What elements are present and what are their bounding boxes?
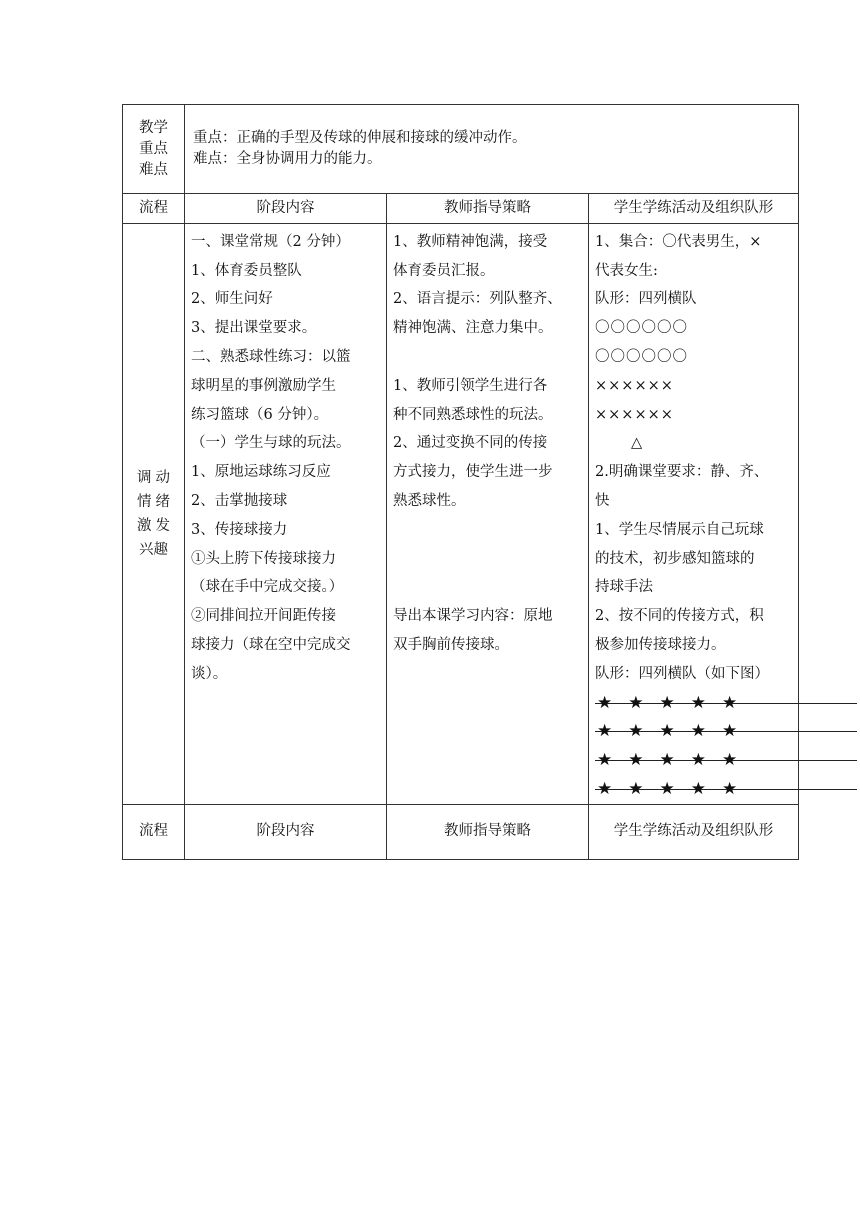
star-mark: ★ bbox=[722, 692, 738, 713]
teacher-line: 2、通过变换不同的传接 bbox=[393, 435, 548, 452]
star-mark: ★ bbox=[597, 721, 613, 742]
teacher-position-mark: △ bbox=[631, 435, 643, 452]
student-line: 1、集合：〇代表男生，× bbox=[595, 233, 762, 250]
star-mark: ★ bbox=[628, 750, 644, 771]
student-line: 极参加传接球接力。 bbox=[595, 636, 726, 653]
star-mark: ★ bbox=[597, 750, 613, 771]
content-line: 2、师生问好 bbox=[191, 291, 273, 308]
content-line: ②同排间拉开间距传接 bbox=[191, 608, 336, 625]
footer-teacher-strategy: 教师指导策略 bbox=[387, 804, 589, 859]
key-points-label bbox=[123, 105, 185, 194]
star-mark: ★ bbox=[659, 778, 675, 799]
student-line: 2.明确课堂要求：静、齐、 bbox=[595, 464, 769, 481]
teacher-line: 方式接力，使学生进一步 bbox=[393, 464, 553, 481]
content-line: 球接力（球在空中完成交 bbox=[191, 636, 351, 653]
content-line: 3、提出课堂要求。 bbox=[191, 320, 317, 337]
stage-label-char: 兴趣 bbox=[139, 541, 168, 558]
teacher-line: 熟悉球性。 bbox=[393, 492, 466, 509]
star-row bbox=[595, 775, 792, 804]
content-line: 3、传接球接力 bbox=[191, 521, 288, 538]
teacher-line: 种不同熟悉球性的玩法。 bbox=[393, 406, 553, 423]
star-row bbox=[595, 717, 792, 746]
key-label-line: 难点 bbox=[139, 161, 168, 178]
header-process: 流程 bbox=[123, 194, 185, 224]
star-mark: ★ bbox=[659, 721, 675, 742]
teacher-line bbox=[393, 573, 582, 602]
content-line: 1、体育委员整队 bbox=[191, 262, 302, 279]
stage-label-char: 发 bbox=[155, 517, 170, 534]
student-line: 代表女生: bbox=[595, 262, 658, 279]
star-mark: ★ bbox=[722, 750, 738, 771]
stage-label-char: 激 bbox=[137, 517, 152, 534]
stage-label-char: 动 bbox=[155, 469, 170, 486]
student-line: 队形：四列横队 bbox=[595, 291, 697, 308]
teacher-line bbox=[393, 545, 582, 574]
teacher-line bbox=[393, 516, 582, 545]
key-label-line: 重点 bbox=[139, 140, 168, 157]
content-line: 球明星的事例激励学生 bbox=[191, 377, 336, 394]
stage-label-char: 情 bbox=[137, 493, 152, 510]
star-mark: ★ bbox=[722, 778, 738, 799]
content-line: 一、课堂常规（2 分钟） bbox=[191, 233, 350, 250]
content-line: （一）学生与球的玩法。 bbox=[191, 435, 351, 452]
student-line: 持球手法 bbox=[595, 579, 653, 596]
teacher-line bbox=[393, 343, 582, 372]
teacher-line: 1、教师精神饱满，接受 bbox=[393, 233, 548, 250]
footer-header-row bbox=[123, 804, 799, 859]
footer-process: 流程 bbox=[123, 804, 185, 859]
star-mark: ★ bbox=[690, 692, 706, 713]
star-mark: ★ bbox=[597, 692, 613, 713]
star-mark: ★ bbox=[628, 721, 644, 742]
stage-label-char: 调 bbox=[137, 469, 152, 486]
header-teacher-strategy: 教师指导策略 bbox=[387, 194, 589, 224]
difficulty-text: 难点：全身协调用力的能力。 bbox=[193, 151, 382, 167]
formation-boys-row: 〇〇〇〇〇〇 bbox=[595, 320, 688, 337]
content-line: 1、原地运球练习反应 bbox=[191, 464, 331, 481]
key-label-line: 教学 bbox=[139, 119, 168, 136]
star-mark: ★ bbox=[690, 750, 706, 771]
teacher-line: 体育委员汇报。 bbox=[393, 262, 495, 279]
formation-boys-row: 〇〇〇〇〇〇 bbox=[595, 348, 688, 365]
star-row bbox=[595, 689, 792, 718]
student-line: 2、按不同的传接方式，积 bbox=[595, 608, 764, 625]
star-mark: ★ bbox=[659, 750, 675, 771]
footer-student-activity: 学生学练活动及组织队形 bbox=[589, 804, 799, 859]
teacher-line: 1、教师引领学生进行各 bbox=[393, 377, 548, 394]
teacher-line: 2、语言提示：列队整齐、 bbox=[393, 291, 562, 308]
star-row bbox=[595, 746, 792, 775]
content-line: 二、熟悉球性练习：以篮 bbox=[191, 348, 351, 365]
student-line: 队形：四列横队（如下图） bbox=[595, 665, 769, 682]
star-mark: ★ bbox=[628, 778, 644, 799]
teacher-line: 精神饱满、注意力集中。 bbox=[393, 320, 553, 337]
stage-row bbox=[123, 223, 799, 804]
stage-content bbox=[185, 223, 387, 804]
star-mark: ★ bbox=[722, 721, 738, 742]
header-student-activity: 学生学练活动及组织队形 bbox=[589, 194, 799, 224]
student-line: 1、学生尽情展示自己玩球 bbox=[595, 521, 764, 538]
content-line: （球在手中完成交接。） bbox=[191, 579, 344, 596]
key-points-row bbox=[123, 105, 799, 194]
stage-label bbox=[123, 223, 185, 804]
footer-stage-content: 阶段内容 bbox=[185, 804, 387, 859]
student-activity bbox=[589, 223, 799, 804]
formation-girls-row: ×××××× bbox=[595, 377, 674, 394]
student-line: 快 bbox=[595, 492, 610, 509]
star-mark: ★ bbox=[628, 692, 644, 713]
student-line: 的技术，初步感知篮球的 bbox=[595, 550, 755, 567]
stage-label-char: 绪 bbox=[155, 493, 170, 510]
teacher-line: 双手胸前传接球。 bbox=[393, 636, 509, 653]
star-mark: ★ bbox=[690, 778, 706, 799]
content-line: 2、击掌抛接球 bbox=[191, 492, 288, 509]
focus-text: 重点：正确的手型及传球的伸展和接球的缓冲动作。 bbox=[193, 130, 527, 146]
header-row bbox=[123, 194, 799, 224]
teacher-strategy bbox=[387, 223, 589, 804]
formation-girls-row: ×××××× bbox=[595, 406, 674, 423]
star-mark: ★ bbox=[690, 721, 706, 742]
star-mark: ★ bbox=[597, 778, 613, 799]
content-line: 练习篮球（6 分钟）。 bbox=[191, 406, 329, 423]
teacher-line: 导出本课学习内容：原地 bbox=[393, 608, 553, 625]
star-formation bbox=[595, 689, 792, 804]
content-line: ①头上胯下传接球接力 bbox=[191, 550, 336, 567]
key-points-text bbox=[185, 105, 799, 194]
header-stage-content: 阶段内容 bbox=[185, 194, 387, 224]
star-mark: ★ bbox=[659, 692, 675, 713]
content-line: 谈）。 bbox=[191, 665, 228, 682]
lesson-plan-table bbox=[122, 104, 799, 860]
